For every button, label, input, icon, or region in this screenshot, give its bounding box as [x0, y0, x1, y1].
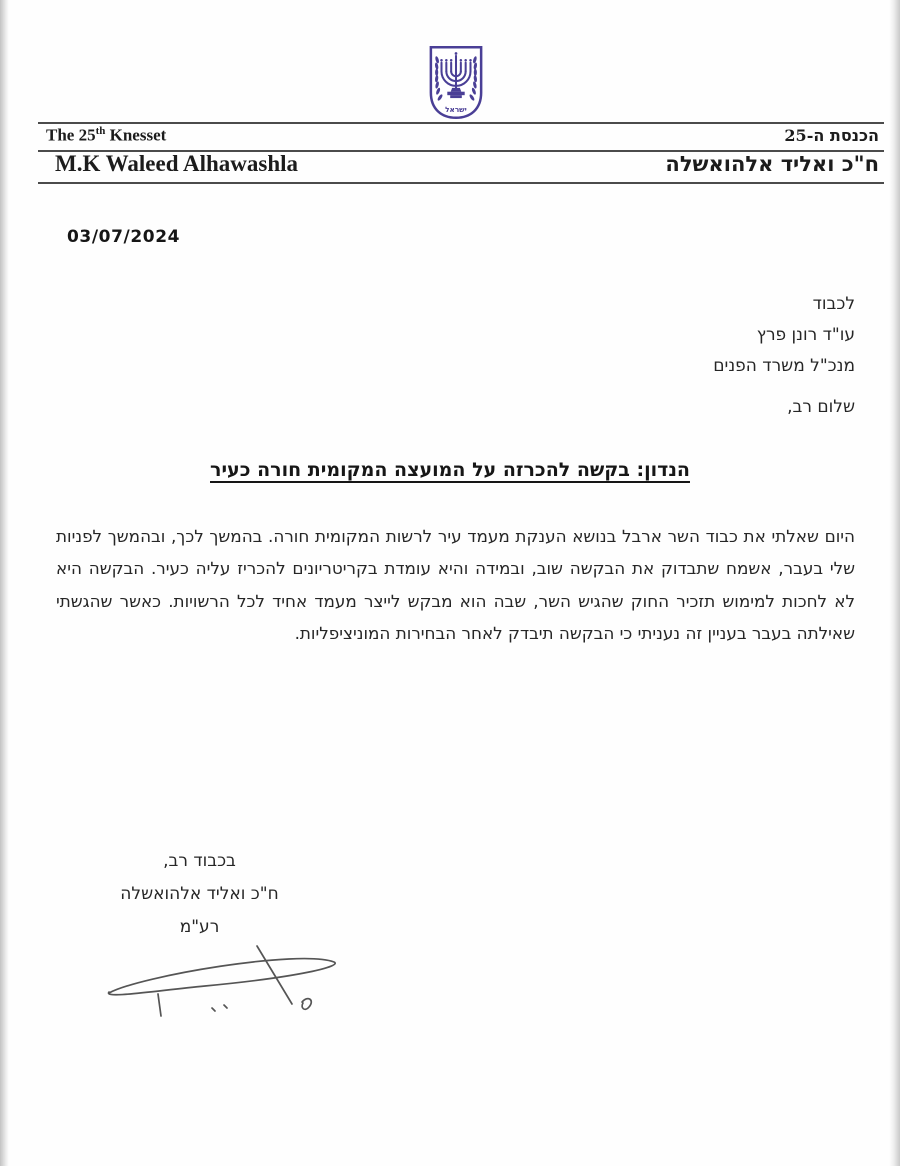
handwritten-signature — [95, 943, 345, 1018]
recipient-line-title: מנכ"ל משרד הפנים — [713, 356, 855, 376]
scan-edge-left — [0, 0, 9, 1166]
member-name-hebrew: ח"כ ואליד אלהואשלה — [665, 151, 879, 176]
letter-date: 03/07/2024 — [67, 227, 181, 247]
ordinal-suffix: th — [95, 125, 106, 137]
salutation: שלום רב, — [787, 397, 855, 417]
knesset-title-english: The 25th Knesset — [46, 125, 167, 145]
body-paragraph: היום שאלתי את כבוד השר ארבל בנושא הענקת מעמד עיר לרשות המקומית חורה. בהמשך לכך, ובהמשך לפניות שלי בעבר, אשמח שתבדוק את הבקשה שוב, ובמידה והיא עומדת בקריטריונים להכריז עליה כעיר. הבקשה היא לא לחכות למימוש תזכיר החוק שהגיש השר, שבה הוא מבקש לייצר מעמד אחיד לכל הרשויות. כאשר שהגשתי שאילתה בעבר בעניין זה נעניתי כי הבקשה תיבדק לאחר הבחירות המוניציפליות. — [56, 526, 855, 644]
scan-edge-right — [889, 0, 900, 1166]
closing-line-name: ח"כ ואליד אלהואשלה — [120, 884, 279, 904]
recipient-line-honorific: לכבוד — [812, 294, 855, 314]
member-name-english: M.K Waleed Alhawashla — [55, 151, 299, 176]
recipient-line-name: עו"ד רונן פרץ — [756, 325, 855, 345]
closing-block — [72, 845, 327, 944]
recipient-block — [713, 289, 855, 382]
israel-state-emblem-icon — [427, 44, 485, 122]
knesset-title-hebrew: הכנסת ה-25 — [784, 125, 879, 145]
closing-line-party: רע"מ — [179, 917, 220, 937]
letterhead-row-knesset — [46, 125, 879, 146]
subject-line: הנדון: בקשה להכרזה על המועצה המקומית חורה כעיר — [210, 459, 690, 481]
letterhead-rule-bottom — [38, 182, 884, 184]
emblem-caption: ישראל — [445, 105, 467, 115]
closing-line-regards: בכבוד רב, — [163, 851, 236, 871]
letterhead-row-member — [46, 151, 879, 177]
